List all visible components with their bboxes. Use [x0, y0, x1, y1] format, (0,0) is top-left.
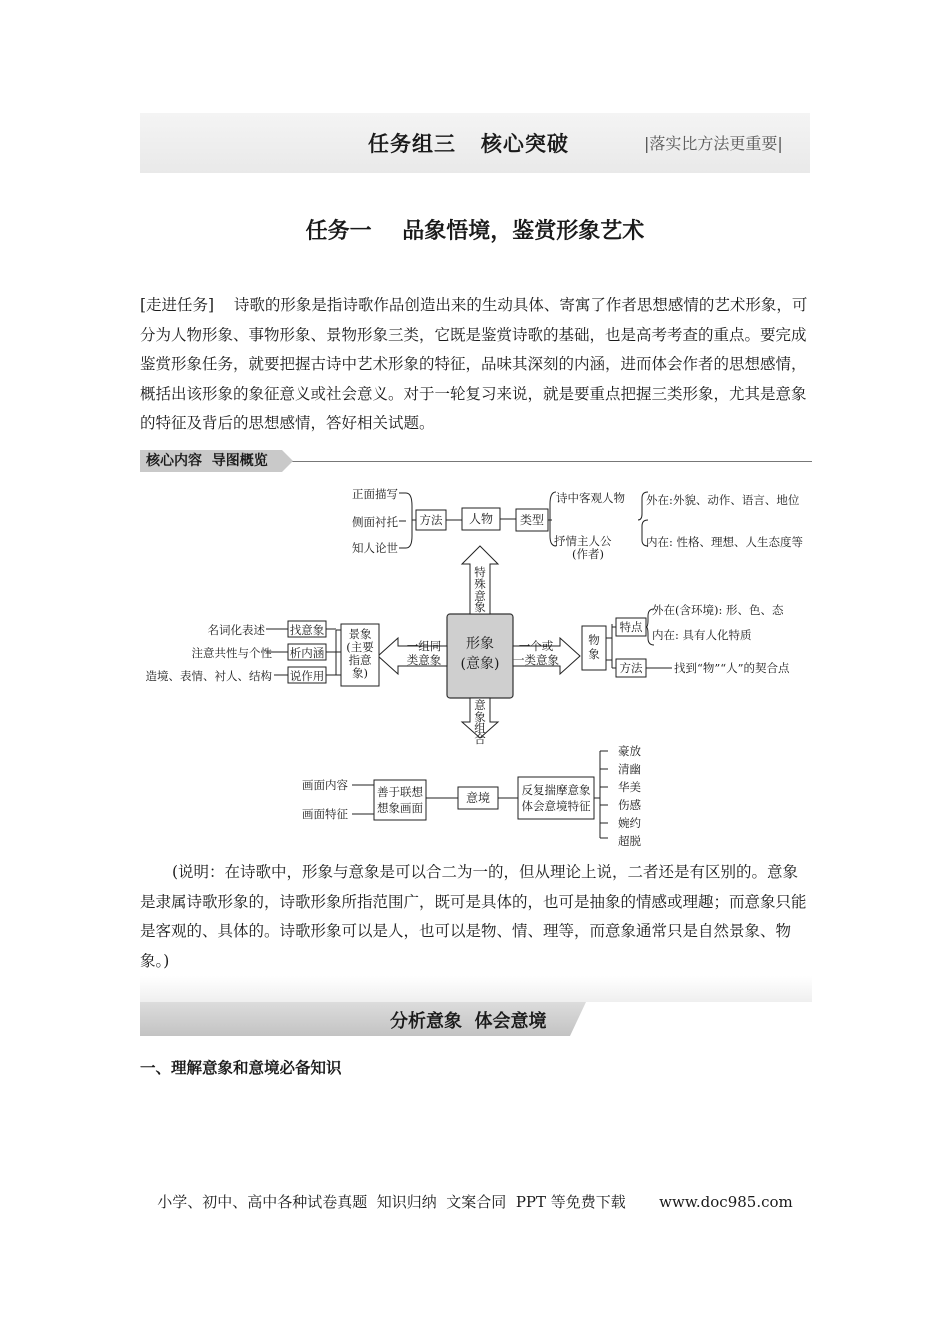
style-label-2: 清幽: [618, 762, 641, 776]
step-note-3: 造境、表情、衬人、结构: [145, 669, 272, 683]
bottom-arrow-char-2: 象: [474, 710, 486, 724]
analysis-banner-cut: [570, 1002, 812, 1036]
style-label-4: 伤感: [618, 798, 641, 812]
top-arrow-char-1: 特: [474, 565, 486, 579]
associate-line-2: 想象画面: [377, 801, 423, 815]
intro-paragraph: [140, 291, 812, 439]
analysis-banner-title: 分析意象 体会意境: [390, 1011, 547, 1032]
style-label-6: 超脱: [618, 834, 641, 848]
method-label-3: 知人论世: [352, 541, 398, 555]
scene-box-line-2: (主要: [346, 640, 374, 654]
intro-text: 诗歌的形象是指诗歌作品创造出来的生动具体、寄寓了作者思想感情的艺术形象，可分为人物形象、事物形象、景物形象三类，它既是鉴赏诗歌的基础，也是高考考查的重点。要完成鉴赏形象任务，就要把握古诗中艺术形象的特征，品味其深刻的内涵，进而体会作者的思想感情，概括出该形象的象征意义或社会意义。对于一轮复习来说，就是要重点把握三类形象，尤其是意象的特征及背后的思想感情，答好相关试题。: [140, 296, 808, 432]
note-paragraph: [140, 858, 812, 976]
feature-inner: 内在: 具有人化特质: [652, 628, 752, 642]
analyze-line-1: 反复揣摩意象: [521, 783, 591, 797]
detail-outer: 外在:外貌、动作、语言、地位: [646, 493, 800, 507]
top-arrow-char-4: 象: [474, 600, 486, 614]
associate-line-1: 善于联想: [377, 785, 423, 799]
top-arrow-char-2: 殊: [474, 577, 486, 591]
chapter-banner-title: 任务组三 核心突破: [368, 132, 569, 156]
type-label-3: (作者): [572, 547, 604, 561]
style-label-1: 豪放: [618, 744, 641, 758]
method-label-1: 正面描写: [352, 487, 398, 501]
step-note-2: 注意共性与个性: [191, 646, 272, 660]
center-label-2: (意象): [460, 656, 500, 672]
bottom-input-1: 画面内容: [302, 778, 348, 792]
person-box-label: 人物: [468, 512, 494, 526]
chapter-banner-slogan: |落实比方法更重要|: [644, 134, 783, 153]
right-arrow-label-1: 一个或: [518, 639, 554, 653]
object-box-line-2: 象: [588, 647, 600, 661]
analysis-banner-fade: [140, 976, 812, 1002]
method-label-2: 侧面衬托: [352, 515, 398, 529]
footer-text: 小学、初中、高中各种试卷真题 知识归纳 文案合同 PPT 等免费下载 www.doc985.com: [157, 1193, 793, 1211]
section-label: 核心内容 导图概览: [140, 450, 282, 472]
method-box-label: 方法: [419, 513, 443, 527]
style-label-3: 华美: [618, 780, 641, 794]
left-arrow-label-1: 一组同: [406, 639, 442, 653]
center-label-1: 形象: [466, 636, 494, 652]
style-label-5: 婉约: [618, 816, 641, 830]
type-label-1: 诗中客观人物: [556, 491, 625, 505]
left-arrow-label-2: 类意象: [406, 653, 442, 667]
note-text: (说明：在诗歌中，形象与意象是可以合二为一的，但从理论上说，二者还是有区别的。意象是隶属诗歌形象的，诗歌形象所指范围广，既可是具体的，也可是抽象的情感或理趣；而意象只能是客观的、具体的。诗歌形象可以是人，也可以是物、情、理等，而意象通常只是自然景象、物象。): [140, 863, 807, 970]
concept-map: [140, 478, 812, 854]
scene-box-line-3: 指意: [348, 653, 372, 667]
type-box-label: 类型: [519, 513, 545, 527]
scene-box-line-1: 景象: [348, 627, 372, 641]
approach-text: 找到“物”“人”的契合点: [674, 661, 790, 675]
step-note-1: 名词化表述: [207, 623, 265, 637]
approach-box-label: 方法: [619, 661, 643, 675]
top-arrow-char-3: 意: [474, 589, 486, 603]
bottom-arrow-char-3: 组: [474, 721, 486, 735]
analyze-line-2: 体会意境特征: [521, 799, 591, 813]
step-label-2: 析内涵: [289, 646, 325, 660]
bottom-input-2: 画面特征: [302, 807, 348, 821]
task-title: 任务一 品象悟境，鉴赏形象艺术: [305, 219, 645, 244]
sub-heading: 一、理解意象和意境必备知识: [140, 1059, 342, 1077]
type-label-2: 抒情主人公: [554, 534, 612, 548]
feature-outer: 外在(含环境): 形、色、态: [652, 603, 784, 617]
realm-box-label: 意境: [465, 791, 491, 805]
intro-tag: [走进任务]: [140, 296, 215, 314]
object-box-line-1: 物: [588, 633, 600, 647]
scene-box-line-4: 象): [352, 666, 368, 680]
step-label-3: 说作用: [289, 669, 325, 683]
step-label-1: 找意象: [289, 623, 325, 637]
bottom-arrow-char-1: 意: [474, 698, 486, 712]
analysis-banner: [140, 1002, 812, 1036]
feature-box-label: 特点: [619, 620, 643, 634]
section-bar-mindmap: [140, 450, 812, 472]
right-arrow-label-2: 一类意象: [513, 653, 559, 667]
detail-inner: 内在: 性格、理想、人生态度等: [646, 535, 804, 549]
bottom-arrow-char-4: 合: [474, 732, 486, 746]
